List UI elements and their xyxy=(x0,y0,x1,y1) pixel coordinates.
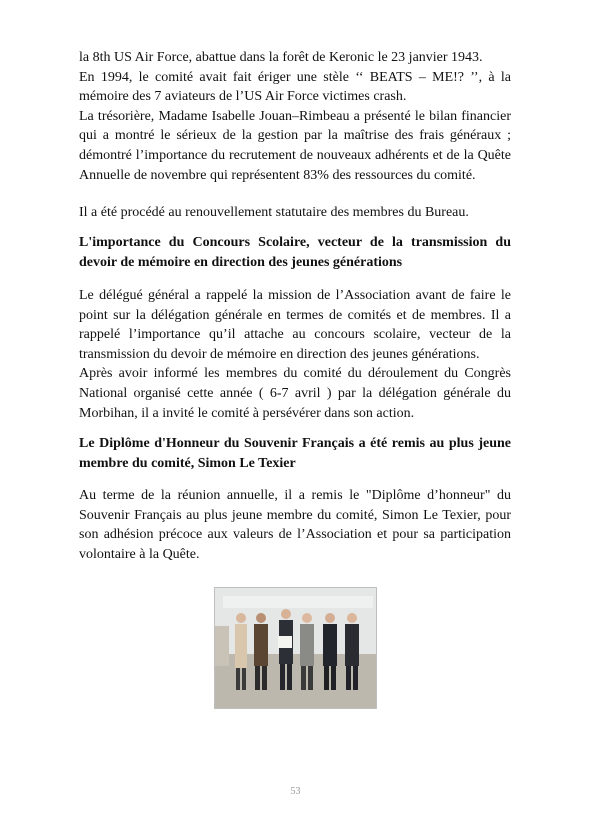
group-photo-illustration xyxy=(215,588,376,708)
section-1-paragraph-1: Le délégué général a rappelé la mission de l’Association avant de faire le point sur la délégation générale en termes de comités et de membres. Il a rappelé l’importance qu’il attache au concours scolaire, vecteur de la transmission du devoir de mémoire en direction des jeunes générations. xyxy=(79,288,511,362)
section-2-paragraph-1: Au terme de la réunion annuelle, il a remis le "Diplôme d’honneur" du Souvenir Français au plus jeune membre du comité, Simon Le Texier, pour son adhésion précoce aux valeurs de l’Association et pour sa participation volontaire à la Quête. xyxy=(79,488,511,562)
section-2-heading: Le Diplôme d'Honneur du Souvenir Français a été remis au plus jeune membre du comité, Simon Le Texier xyxy=(79,436,511,471)
intro-text xyxy=(79,48,511,185)
section-1-heading: L'importance du Concours Scolaire, vecteur de la transmission du devoir de mémoire en direction des jeunes générations xyxy=(79,235,511,270)
paragraph-2: En 1994, le comité avait fait ériger une stèle ‘‘ BEATS – ME!? ’’, à la mémoire des 7 aviateurs de l’US Air Force victimes crash. xyxy=(79,69,511,105)
section-2 xyxy=(79,434,511,473)
page-number: 53 xyxy=(290,786,301,797)
paragraph-3: La trésorière, Madame Isabelle Jouan–Rimbeau a présenté le bilan financier qui a montré le sérieux de la gestion par la maîtrise des frais généraux ; démontré l’importance du recrutement de nouveaux adhérents et de la Quête Annuelle de novembre qui représentent 83% des ressources du comité. xyxy=(79,108,511,183)
section-1-paragraph-2: Après avoir informé les membres du comité du déroulement du Congrès National organisé cette année ( 6-7 avril ) par la délégation générale du Morbihan, il a invité le comité à persévérer dans son action. xyxy=(79,366,511,421)
section-1-body xyxy=(79,286,511,423)
section-2-body xyxy=(79,486,511,564)
bureau-text xyxy=(79,203,511,223)
section-1 xyxy=(79,233,511,272)
paragraph-1: la 8th US Air Force, abattue dans la forêt de Keronic le 23 janvier 1943. xyxy=(79,50,483,65)
paragraph-4: Il a été procédé au renouvellement statutaire des membres du Bureau. xyxy=(79,205,469,220)
group-photo xyxy=(214,587,377,709)
